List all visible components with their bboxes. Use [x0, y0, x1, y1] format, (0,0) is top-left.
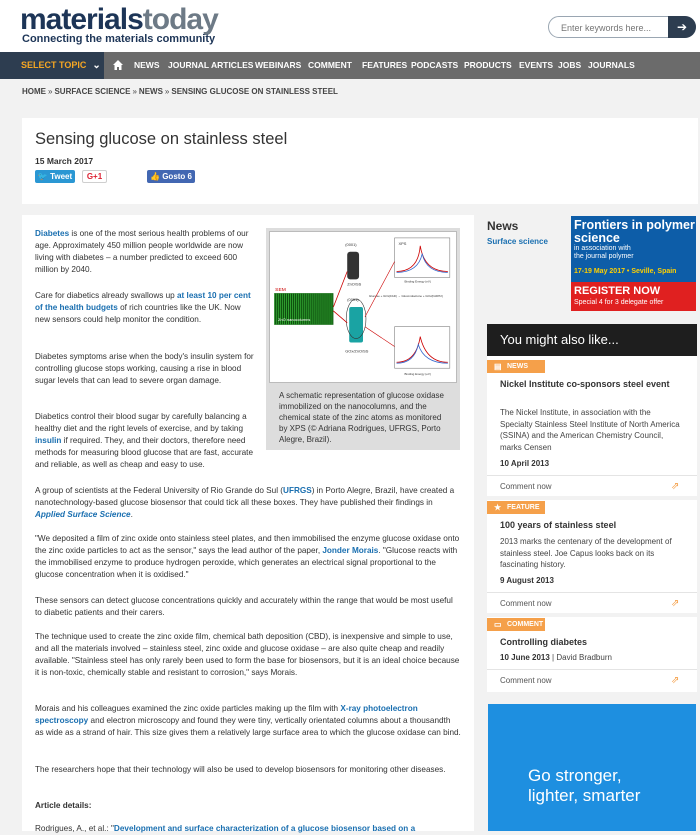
- svg-text:ZnO/SS: ZnO/SS: [347, 281, 362, 287]
- divider: [487, 613, 697, 617]
- chevron-down-icon: ⌄: [92, 60, 101, 71]
- svg-text:SEM: SEM: [275, 288, 286, 294]
- nav-journals[interactable]: JOURNALS: [588, 60, 635, 70]
- svg-text:ZnO nanocolumns: ZnO nanocolumns: [278, 316, 311, 322]
- link-applied-surface-science[interactable]: Applied Surface Science: [35, 510, 131, 519]
- breadcrumb-current: SENSING GLUCOSE ON STAINLESS STEEL: [171, 87, 338, 96]
- article-details-heading: Article details:: [35, 801, 92, 810]
- ad-line-2: lighter, smarter: [528, 786, 641, 805]
- link-ufrgs[interactable]: UFRGS: [283, 486, 312, 495]
- card-description: The Nickel Institute, in association with the Specialty Stainless Steel Institute of North America (SSINA) and the American Chemistry Council, marks Censen: [500, 408, 680, 452]
- svg-text:Glucose + GOx(FAD) → Gluconola: Glucose + GOx(FAD) → Gluconolactone + GOx(FADH2): [368, 294, 443, 299]
- card-description: 2013 marks the centenary of the development of stainless steel. Joe Capus looks back on its fascinating history.: [500, 537, 672, 569]
- paragraph-8: The technique used to create the zinc oxide film, chemical bath deposition (CBD), is inexpensive and simple to use, and all the materials involved – stainless steel, zinc oxide and glucose oxidase – are also quite cheap and readily available. "Stainless steel has only rarely been used to form the base for biosensors, but it is an ideal choice because it is non-toxic, chemically stable and resistant to corrosion," says Morais.: [35, 632, 460, 677]
- nav-jobs[interactable]: JOBS: [558, 60, 582, 70]
- card-author: | David Bradburn: [552, 653, 612, 662]
- card-title[interactable]: Controlling diabetes: [500, 637, 588, 647]
- comment-now-link[interactable]: Comment now: [500, 676, 552, 685]
- nav-podcasts[interactable]: PODCASTS: [411, 60, 459, 70]
- svg-text:XPS: XPS: [398, 240, 407, 246]
- twitter-icon: 🐦: [37, 172, 48, 181]
- divider: [487, 592, 697, 593]
- nav-comment[interactable]: COMMENT: [308, 60, 352, 70]
- share-icon[interactable]: ⇗: [671, 675, 680, 686]
- news-icon: ▤: [494, 362, 502, 371]
- breadcrumb-surface-science[interactable]: SURFACE SCIENCE: [54, 87, 131, 96]
- figure-caption: A schematic representation of glucose oxidase immobilized on the nanocolumns, and the chemical state of the zinc atoms as monitored by XPS (© Adriana Rodrigues, UFRGS, Porto Alegre, Brazil).: [279, 391, 444, 444]
- ad-offer: Special 4 for 3 delegate offer: [574, 299, 664, 306]
- search-input[interactable]: [561, 20, 665, 35]
- site-logo[interactable]: materialstoday: [20, 3, 218, 36]
- nav-journal-articles[interactable]: JOURNAL ARTICLES: [168, 60, 254, 70]
- svg-text:Binding Energy (eV): Binding Energy (eV): [404, 279, 431, 284]
- paragraph-4: Diabetics control their blood sugar by carefully balancing a healthy diet and the right levels of exercise, and by taking insulin if required. They, and their doctors, therefore need methods for measuring blood glucose that are fast, accurate and reliable, as well as cheap and easy to use.: [35, 412, 254, 469]
- divider: [487, 669, 697, 670]
- sidebar-news-heading: News: [487, 219, 519, 233]
- badge-news: ▤ NEWS: [487, 360, 545, 373]
- link-insulin[interactable]: insulin: [35, 436, 62, 445]
- article-body: [22, 215, 474, 831]
- link-xps[interactable]: X-ray photoelectron spectroscopy: [35, 704, 418, 725]
- select-topic-button[interactable]: SELECT TOPIC ⌄: [0, 52, 104, 79]
- site-header: [0, 0, 700, 52]
- nav-events[interactable]: EVENTS: [519, 60, 554, 70]
- main-nav: [0, 52, 700, 79]
- link-jonder-morais[interactable]: Jonder Morais: [322, 546, 379, 555]
- ad-go-stronger[interactable]: [488, 704, 696, 831]
- ad-polymer-science[interactable]: [571, 216, 696, 311]
- you-might-also-like: [487, 324, 697, 692]
- paragraph-9: Morais and his colleagues examined the zinc oxide particles making up the film with X-ray photoelectron spectroscopy and electron microscopy and found they were tiny, vertically orientated columns about a thousandth as wide as a strand of hair. This size gives them a relatively large surface area to which the glucose oxidase can bind.: [35, 704, 461, 737]
- paragraph-1: Diabetes is one of the most serious health problems of our age. Approximately 450 million people worldwide are now living with diabetes – a number predicted to exceed 600 million by 2040.: [35, 229, 249, 274]
- facebook-like-button[interactable]: 👍 Gosto 6: [147, 170, 195, 183]
- article-header: [22, 118, 698, 204]
- google-plus-button[interactable]: G+1: [82, 170, 107, 183]
- divider: [487, 496, 697, 500]
- ad-dates: 17-19 May 2017 • Seville, Spain: [574, 268, 677, 275]
- paragraph-5: A group of scientists at the Federal University of Rio Grande do Sul (UFRGS) in Porto Alegre, Brazil, have created a nanotechnology-based glucose biosensor that could tick all these boxes. They have published their findings in Applied Surface Science.: [35, 486, 455, 519]
- card-date: 10 April 2013: [500, 459, 550, 468]
- link-health-budgets[interactable]: at least 10 per cent of the health budgets: [35, 291, 251, 312]
- link-reference[interactable]: Development and surface characterization of a glucose biosensor based on a: [113, 824, 416, 833]
- site-tagline: Connecting the materials community: [22, 33, 216, 45]
- speech-bubble-icon: ▭: [494, 620, 502, 629]
- paragraph-10: The researchers hope that their technology will also be used to develop biosensors for monitoring other diseases.: [35, 765, 446, 774]
- comment-now-link[interactable]: Comment now: [500, 599, 552, 608]
- thumbs-up-icon: 👍: [150, 172, 160, 181]
- home-icon[interactable]: [112, 59, 124, 71]
- share-icon[interactable]: ⇗: [671, 598, 680, 609]
- breadcrumb-news[interactable]: NEWS: [138, 87, 163, 96]
- card-date: 10 June 2013 | David Bradburn: [500, 653, 612, 662]
- divider: [487, 475, 697, 476]
- yml-header: You might also like...: [487, 324, 697, 356]
- paragraph-7: These sensors can detect glucose concentrations quickly and accurately within the range that would be most useful to diabetic patients and their carers.: [35, 596, 453, 617]
- star-icon: ★: [494, 503, 502, 512]
- ad-line-1: Go stronger,: [528, 766, 622, 785]
- svg-text:GOx/ZnO/SS: GOx/ZnO/SS: [345, 348, 369, 354]
- figure-image[interactable]: [269, 231, 457, 383]
- ad-register-now: REGISTER NOW: [574, 285, 661, 297]
- nav-news[interactable]: NEWS: [134, 60, 160, 70]
- paragraph-6: "We deposited a film of zinc oxide onto stainless steel plates, and then immobilised the enzyme glucose oxidase onto the zinc oxide particles to act as the sensor," says the lead author of the paper, Jonder Morais. "Glucose reacts with the immobilised enzyme to produce hydrogen peroxide, which generates an electrical signal proportional to the glucose concentration when it is oxidised.": [35, 534, 460, 579]
- publish-date: 15 March 2017: [35, 156, 94, 166]
- search-button[interactable]: ➔: [668, 16, 696, 38]
- link-diabetes[interactable]: Diabetes: [35, 229, 70, 238]
- nav-webinars[interactable]: WEBINARS: [255, 60, 302, 70]
- badge-comment: ▭ COMMENT: [487, 618, 545, 631]
- ad-register-bar: [571, 282, 696, 311]
- card-date: 9 August 2013: [500, 576, 554, 585]
- svg-text:(0001): (0001): [345, 241, 357, 247]
- paragraph-3: Diabetes symptoms arise when the body's insulin system for controlling glucose stops working, causing a rise in blood sugar levels that can lead to severe organ damage.: [35, 352, 254, 385]
- comment-now-link[interactable]: Comment now: [500, 482, 552, 491]
- search-box: [548, 16, 696, 38]
- ad-subtitle: in association with the journal polymer: [574, 245, 634, 260]
- tweet-button[interactable]: 🐦 Tweet: [35, 170, 75, 183]
- sidebar-surface-science-link[interactable]: Surface science: [487, 237, 548, 246]
- card-title[interactable]: Nickel Institute co-sponsors steel event: [500, 379, 670, 389]
- breadcrumb: HOME » SURFACE SCIENCE » NEWS » SENSING GLUCOSE ON STAINLESS STEEL: [22, 87, 338, 96]
- nav-products[interactable]: PRODUCTS: [464, 60, 512, 70]
- nav-features[interactable]: FEATURES: [362, 60, 408, 70]
- badge-feature: ★ FEATURE: [487, 501, 545, 514]
- article-reference: Rodrigues, A., et al.: "Development and surface characterization of a glucose biosensor based on a: [35, 824, 416, 833]
- ad-title: Frontiers in polymer science: [574, 218, 695, 245]
- card-title[interactable]: 100 years of stainless steel: [500, 520, 617, 530]
- breadcrumb-home[interactable]: HOME: [22, 87, 46, 96]
- paragraph-2: Care for diabetics already swallows up at least 10 per cent of the health budgets of rich countries like the UK. Now new sensors could help monitor the condition.: [35, 291, 251, 324]
- svg-text:Binding Energy (eV): Binding Energy (eV): [404, 372, 431, 377]
- page-title: Sensing glucose on stainless steel: [35, 130, 288, 148]
- svg-text:(0001): (0001): [347, 297, 359, 303]
- share-icon[interactable]: ⇗: [671, 481, 680, 492]
